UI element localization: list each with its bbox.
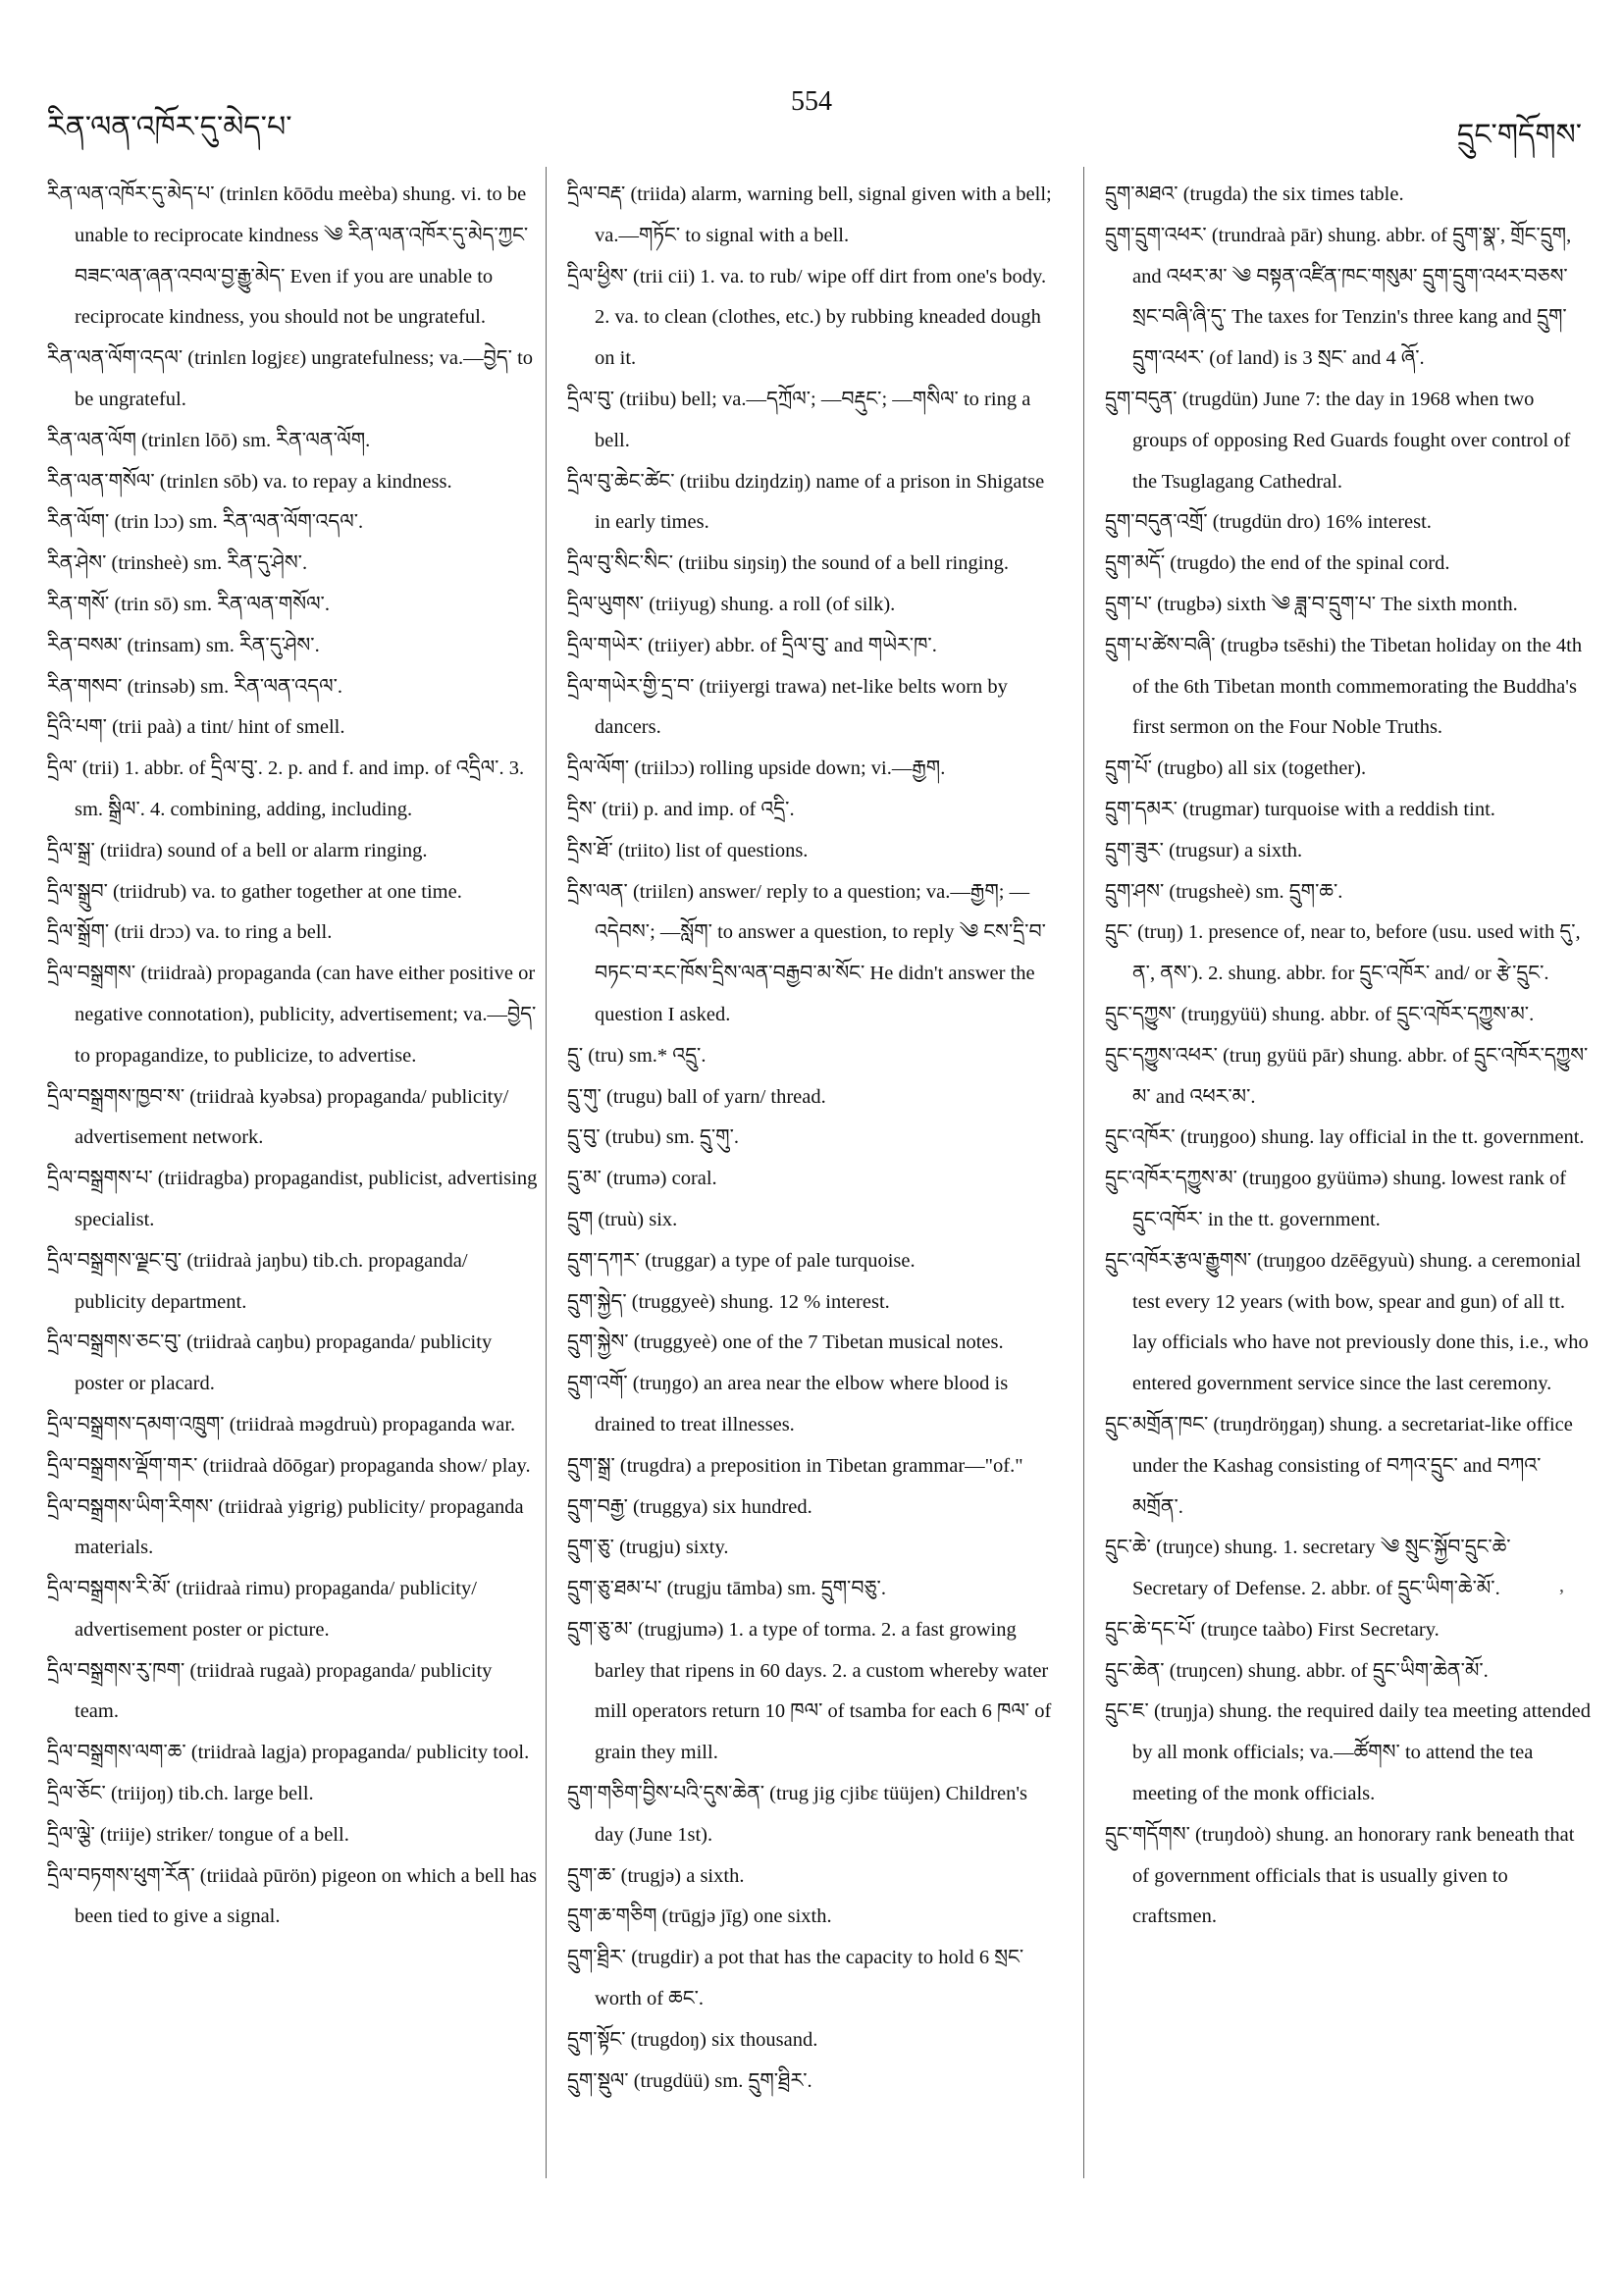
dictionary-entry: དྲིལ་བསྒྲགས་ཅང་བུ་ (triidraà caŋbu) propaganda/ publicity poster or placard. xyxy=(47,1331,493,1395)
dictionary-entry: དྲུ་མ་ (trumə) coral. xyxy=(567,1168,717,1190)
dictionary-entry: དྲུ་བུ་ (trubu) sm. དྲུ་གུ་. xyxy=(567,1126,740,1149)
dictionary-entry: དྲུག་དྲུག་འཕར་ (trundraà pār) shung. abbr. of དྲུག་སྣ་, གྲོང་དྲུག, and འཕར་མ་ ༄ བསྟན་འཛིན་ཁང་གསུམ་ དྲུག་དྲུག་འཕར་བཅས་སྲང་བཞི་ཞི་དུ་ The taxes for Tenzin's three kang and དྲུག་དྲུག་འཕར་ (of land) is 3 སྲང་ and 4 ཞོ་. xyxy=(1105,224,1572,370)
dictionary-entry: དྲིའི་པག་ (trii paà) a tint/ hint of smell. xyxy=(47,716,345,739)
dictionary-entry: དྲུང་ཆེ་དང་པོ་ (truŋce taàbo) First Secretary. xyxy=(1105,1618,1440,1641)
page-number: 554 xyxy=(791,86,832,117)
dictionary-entry: དྲུག་ཅུ་ཐམ་པ་ (trugju tāmba) sm. དྲུག་བཅུ་. xyxy=(567,1578,886,1600)
dictionary-entry: དྲིལ་བུ་སིང་སིང་ (triibu siŋsiŋ) the sound of a bell ringing. xyxy=(567,552,1010,575)
dictionary-entry: དྲིལ་བཏགས་ཕུག་རོན་ (triidaà pūrön) pigeon on which a bell has been tied to give a signal. xyxy=(47,1864,538,1928)
dictionary-entry: དྲུག་བརྒྱ་ (truggya) six hundred. xyxy=(567,1495,812,1518)
dictionary-column-2 xyxy=(567,175,1058,2102)
dictionary-entry: དྲུང་ཆེ་ (truŋce) shung. 1. secretary ༄ སྲུང་སྐྱོབ་དྲུང་ཆེ་ Secretary of Defense. 2. abbr. of དྲུང་ཡིག་ཆེ་མོ་. xyxy=(1105,1537,1511,1600)
dictionary-entry: དྲིལ་བསྒྲགས་རི་མོ་ (triidraà rimu) propaganda/ publicity/ advertisement poster or picture. xyxy=(47,1578,477,1641)
dictionary-entry: དྲིལ་བསྒྲགས་པ་ (triidragba) propagandist, publicist, advertising specialist. xyxy=(47,1168,538,1230)
dictionary-entry: དྲིལ་བུ་ (triibu) bell; va.—དཀྲོལ་; —བརྡུང་; —གསིལ་ to ring a bell. xyxy=(567,388,1031,451)
running-head-right: དྲུང་གདོགས་ xyxy=(1456,119,1582,151)
dictionary-entry: དྲུག་འགོ་ (truŋgo) an area near the elbow where blood is drained to treat illnesses. xyxy=(567,1373,1009,1435)
dictionary-entry: དྲུང་འཁོར་ (truŋgoo) shung. lay official in the tt. government. xyxy=(1105,1126,1585,1149)
dictionary-entry: དྲིལ་གཡེར་ (triiyer) abbr. of དྲིལ་བུ་ and གཡེར་ཁ་. xyxy=(567,634,937,656)
dictionary-entry: རིན་གསབ་ (trinsəb) sm. རིན་ལན་འདལ་. xyxy=(47,675,342,698)
dictionary-entry: དྲིལ་བསྒྲགས་ (triidraà) propaganda (can have either positive or negative connotation), publicity, advertisement; va.—བྱེད་ to propagandize, to publicize, to advertise. xyxy=(47,963,537,1067)
dictionary-entry: རིན་ལན་གསོལ་ (trinlɛn sōb) va. to repay a kindness. xyxy=(47,470,452,493)
dictionary-entry: དྲུག་ཅུ་ (trugju) sixty. xyxy=(567,1537,729,1559)
dictionary-entry: དྲིལ་སྒྲོག་ (trii drɔɔ) va. to ring a bell. xyxy=(47,921,333,944)
dictionary-entry: དྲུ་གུ་ (trugu) ball of yarn/ thread. xyxy=(567,1085,826,1108)
dictionary-entry: དྲིལ་སྒྲུབ་ (triidrub) va. to gather together at one time. xyxy=(47,880,462,903)
dictionary-entry: དྲུག་དཀར་ (truggar) a type of pale turquoise. xyxy=(567,1249,916,1272)
dictionary-entry: དྲུག་ཐྲིར་ (trugdir) a pot that has the capacity to hold 6 སྲང་ worth of ཆང་. xyxy=(567,1947,1024,2010)
dictionary-entry: དྲུག་མཐའ་ (trugda) the six times table. xyxy=(1105,183,1404,205)
dictionary-entry: དྲིས་ཐོ་ (triito) list of questions. xyxy=(567,839,809,861)
dictionary-entry: དྲུག་སྟོང་ (trugdoŋ) six thousand. xyxy=(567,2028,818,2051)
dictionary-entry: དྲུག་ཤས་ (trugsheè) sm. དྲུག་ཆ་. xyxy=(1105,880,1343,903)
dictionary-column-3 xyxy=(1105,175,1592,1938)
dictionary-entry: དྲིལ་བསྒྲགས་ཁྱབ་ས་ (triidraà kyəbsa) propaganda/ publicity/ advertisement network. xyxy=(47,1085,509,1149)
dictionary-entry: དྲུང་དཀྱུས་འཕར་ (truŋ gyüü pār) shung. abbr. of དྲུང་འཁོར་དཀྱུས་མ་ and འཕར་མ་. xyxy=(1105,1044,1589,1108)
dictionary-entry: རིན་བསམ་ (trinsam) sm. རིན་དུ་ཤེས་. xyxy=(47,634,320,656)
scan-mark: , xyxy=(1559,1575,1564,1596)
dictionary-entry: རིན་ལོག་ (trin lɔɔ) sm. རིན་ལན་ལོག་འདལ་. xyxy=(47,511,364,534)
dictionary-entry: དྲུང་ (truŋ) 1. presence of, near to, before (usu. used with དུ་, ན་, ནས་). 2. shung. abbr. for དྲུང་འཁོར་ and/ or རྩེ་དྲུང་. xyxy=(1105,921,1581,985)
dictionary-entry: དྲིལ་ (trii) 1. abbr. of དྲིལ་བུ་. 2. p. and f. and imp. of འདྲིལ་. 3. sm. སྒྲིལ་. 4. combining, adding, including. xyxy=(47,757,525,820)
dictionary-entry: དྲིལ་ཅོང་ (triijoŋ) tib.ch. large bell. xyxy=(47,1783,314,1805)
dictionary-entry: དྲུང་འཁོར་དཀྱུས་མ་ (truŋgoo gyüümə) shung. lowest rank of དྲུང་འཁོར་ in the tt. government. xyxy=(1105,1168,1567,1230)
dictionary-entry: དྲིས་ (trii) p. and imp. of འདྲི་. xyxy=(567,798,795,820)
dictionary-entry: དྲུག་ཟུར་ (trugsur) a sixth. xyxy=(1105,839,1303,861)
dictionary-entry: དྲིས་ལན་ (triilɛn) answer/ reply to a question; va.—རྒྱག; —འདེབས་; —སློག་ to answer a question, to reply ༄ ངས་དྲི་བ་བཏང་བ་རང་ཁོས་དྲིས་ལན་བརྒྱབ་མ་སོང་ He didn't answer the question I asked. xyxy=(567,880,1046,1025)
dictionary-entry: རིན་ལན་ལོག་འདལ་ (trinlɛn logjɛɛ) ungratefulness; va.—བྱེད་ to be ungrateful. xyxy=(47,347,534,410)
dictionary-entry: དྲིལ་བསྒྲགས་རུ་ཁག་ (triidraà rugaà) propaganda/ publicity team. xyxy=(47,1659,493,1723)
dictionary-entry: དྲིལ་བུ་ཆེང་ཚེང་ (triibu dziŋdziŋ) name of a prison in Shigatse in early times. xyxy=(567,470,1045,534)
dictionary-column-1 xyxy=(47,175,538,1938)
dictionary-entry: དྲུག་ཆ་གཅིག (trūgjə jīg) one sixth. xyxy=(567,1905,832,1928)
dictionary-entry: རིན་ཤེས་ (trinsheè) sm. རིན་དུ་ཤེས་. xyxy=(47,552,308,575)
dictionary-entry: དྲུག་ཆ་ (trugjə) a sixth. xyxy=(567,1864,745,1887)
dictionary-entry: རིན་གསོ་ (trin sō) sm. རིན་ལན་གསོལ་. xyxy=(47,593,330,615)
dictionary-entry: དྲུང་འཁོར་རྩལ་རྒྱུགས་ (truŋgoo dzēēgyuù) shung. a ceremonial test every 12 years (with bow, spear and gun) of all tt. lay officials who have not previously done this, i.e., who entered government service since the last ceremony. xyxy=(1105,1249,1589,1395)
dictionary-entry: དྲུ་ (tru) sm.* འདྲུ་. xyxy=(567,1044,707,1067)
dictionary-entry: དྲུག་དམར་ (trugmar) turquoise with a reddish tint. xyxy=(1105,798,1495,820)
dictionary-entry: དྲུག (truù) six. xyxy=(567,1208,678,1230)
dictionary-entry: དྲིལ་བསྒྲགས་ལྡོག་གར་ (triidraà dōōgar) propaganda show/ play. xyxy=(47,1454,531,1477)
dictionary-entry: དྲིལ་ལྕེ་ (triije) striker/ tongue of a bell. xyxy=(47,1823,349,1846)
dictionary-entry: དྲུང་ཇ་ (truŋja) shung. the required daily tea meeting attended by all monk officials; va.—ཚོགས་ to attend the tea meeting of the monk officials. xyxy=(1105,1700,1591,1805)
dictionary-entry: དྲིལ་ཕྱིས་ (trii cii) 1. va. to rub/ wipe off dirt from one's body. 2. va. to clean (clothes, etc.) by rubbing kneaded dough on it. xyxy=(567,265,1047,370)
column-rule xyxy=(1083,167,1084,2178)
dictionary-entry: དྲིལ་གཡེར་གྱི་དྲ་བ་ (triiyergi trawa) net-like belts worn by dancers. xyxy=(567,675,1008,739)
dictionary-entry: དྲུག་སྡུལ་ (trugdüü) sm. དྲུག་ཐྲིར་. xyxy=(567,2069,812,2092)
dictionary-entry: དྲུང་དཀྱུས་ (truŋgyüü) shung. abbr. of དྲུང་འཁོར་དཀྱུས་མ་. xyxy=(1105,1003,1535,1025)
dictionary-entry: དྲུག་སྐྱེད་ (truggyeè) shung. 12 % interest. xyxy=(567,1290,890,1313)
dictionary-entry: དྲུག་བདུན་འགྲོ་ (trugdün dro) 16% interest. xyxy=(1105,511,1432,534)
dictionary-entry: དྲུག་བདུན་ (trugdün) June 7: the day in 1968 when two groups of opposing Red Guards fought over control of the Tsuglagang Cathedral. xyxy=(1105,388,1571,493)
dictionary-entry: དྲུང་གདོགས་ (truŋdoò) shung. an honorary rank beneath that of government officials that is usually given to craftsmen. xyxy=(1105,1823,1575,1928)
dictionary-entry: དྲུག་གཅིག་བྱིས་པའི་དུས་ཆེན་ (trug jig cjibε tüüjen) Children's day (June 1st). xyxy=(567,1783,1027,1846)
dictionary-entry: དྲུང་ཆེན་ (truŋcen) shung. abbr. of དྲུང་ཡིག་ཆེན་མོ་. xyxy=(1105,1659,1489,1682)
running-head-left: རིན་ལན་འཁོར་དུ་མེད་པ་ xyxy=(47,111,292,143)
dictionary-entry: དྲུག་སྒྲ་ (trugdra) a preposition in Tibetan grammar—"of." xyxy=(567,1454,1023,1477)
dictionary-entry: རིན་ལན་འཁོར་དུ་མེད་པ་ (trinlɛn kōōdu meèba) shung. vi. to be unable to reciprocate kindness ༄ རིན་ལན་འཁོར་དུ་མེད་ཀྱང་བཟང་ལན་ཞན་འབལ་བྱ་རྒྱུ་མེད་ Even if you are unable to reciprocate kindness, you should not be ungrateful. xyxy=(47,183,529,329)
dictionary-entry: དྲིལ་བསྒྲགས་ཡིག་རིགས་ (triidraà yigrig) publicity/ propaganda materials. xyxy=(47,1495,524,1559)
dictionary-entry: དྲུག་ཅུ་མ་ (trugjumə) 1. a type of torma. 2. a fast growing barley that ripens in 60 days. 2. a custom whereby water mill operators return 10 ཁལ་ of tsamba for each 6 ཁལ་ of grain they mill. xyxy=(567,1618,1052,1764)
dictionary-entry: དྲུག་པོ་ (trugbo) all six (together). xyxy=(1105,757,1367,780)
dictionary-entry: དྲུག་སྐྱེས་ (truggyeè) one of the 7 Tibetan musical notes. xyxy=(567,1331,1004,1354)
dictionary-entry: དྲིལ་སྒྲ་ (triidra) sound of a bell or alarm ringing. xyxy=(47,839,428,861)
dictionary-entry: རིན་ལན་ལོག (trinlɛn lōō) sm. རིན་ལན་ལོག. xyxy=(47,429,371,451)
dictionary-entry: དྲིལ་བསྒྲགས་དམག་འཁྲུག་ (triidraà məgdruù) propaganda war. xyxy=(47,1413,516,1435)
dictionary-entry: དྲུག་པ་ (trugbə) sixth ༄ ཟླ་བ་དྲུག་པ་ The sixth month. xyxy=(1105,593,1518,615)
dictionary-entry: དྲིལ་ལོག་ (triilɔɔ) rolling upside down; vi.—རྒྱག. xyxy=(567,757,946,780)
dictionary-entry: དྲིལ་ཡུགས་ (triiyug) shung. a roll (of silk). xyxy=(567,593,896,615)
column-rule xyxy=(546,167,547,2178)
dictionary-entry: དྲིལ་བརྡ་ (triida) alarm, warning bell, signal given with a bell; va.—གཏོང་ to signal with a bell. xyxy=(567,183,1052,246)
dictionary-entry: དྲིལ་བསྒྲགས་ལྗང་བུ་ (triidraà jaŋbu) tib.ch. propaganda/ publicity department. xyxy=(47,1249,468,1313)
dictionary-entry: དྲུག་མདོ་ (trugdo) the end of the spinal cord. xyxy=(1105,552,1450,575)
dictionary-entry: དྲིལ་བསྒྲགས་ལག་ཆ་ (triidraà lagja) propaganda/ publicity tool. xyxy=(47,1742,530,1764)
dictionary-entry: དྲུང་མགྲོན་ཁང་ (truŋdröŋgaŋ) shung. a secretariat-like office under the Kashag consisting of བཀའ་དྲུང་ and བཀའ་མགྲོན་. xyxy=(1105,1413,1573,1518)
dictionary-entry: དྲུག་པ་ཚེས་བཞི་ (trugbə tsēshi) the Tibetan holiday on the 4th of the 6th Tibetan month commemorating the Buddha's first sermon on the Four Noble Truths. xyxy=(1105,634,1583,739)
